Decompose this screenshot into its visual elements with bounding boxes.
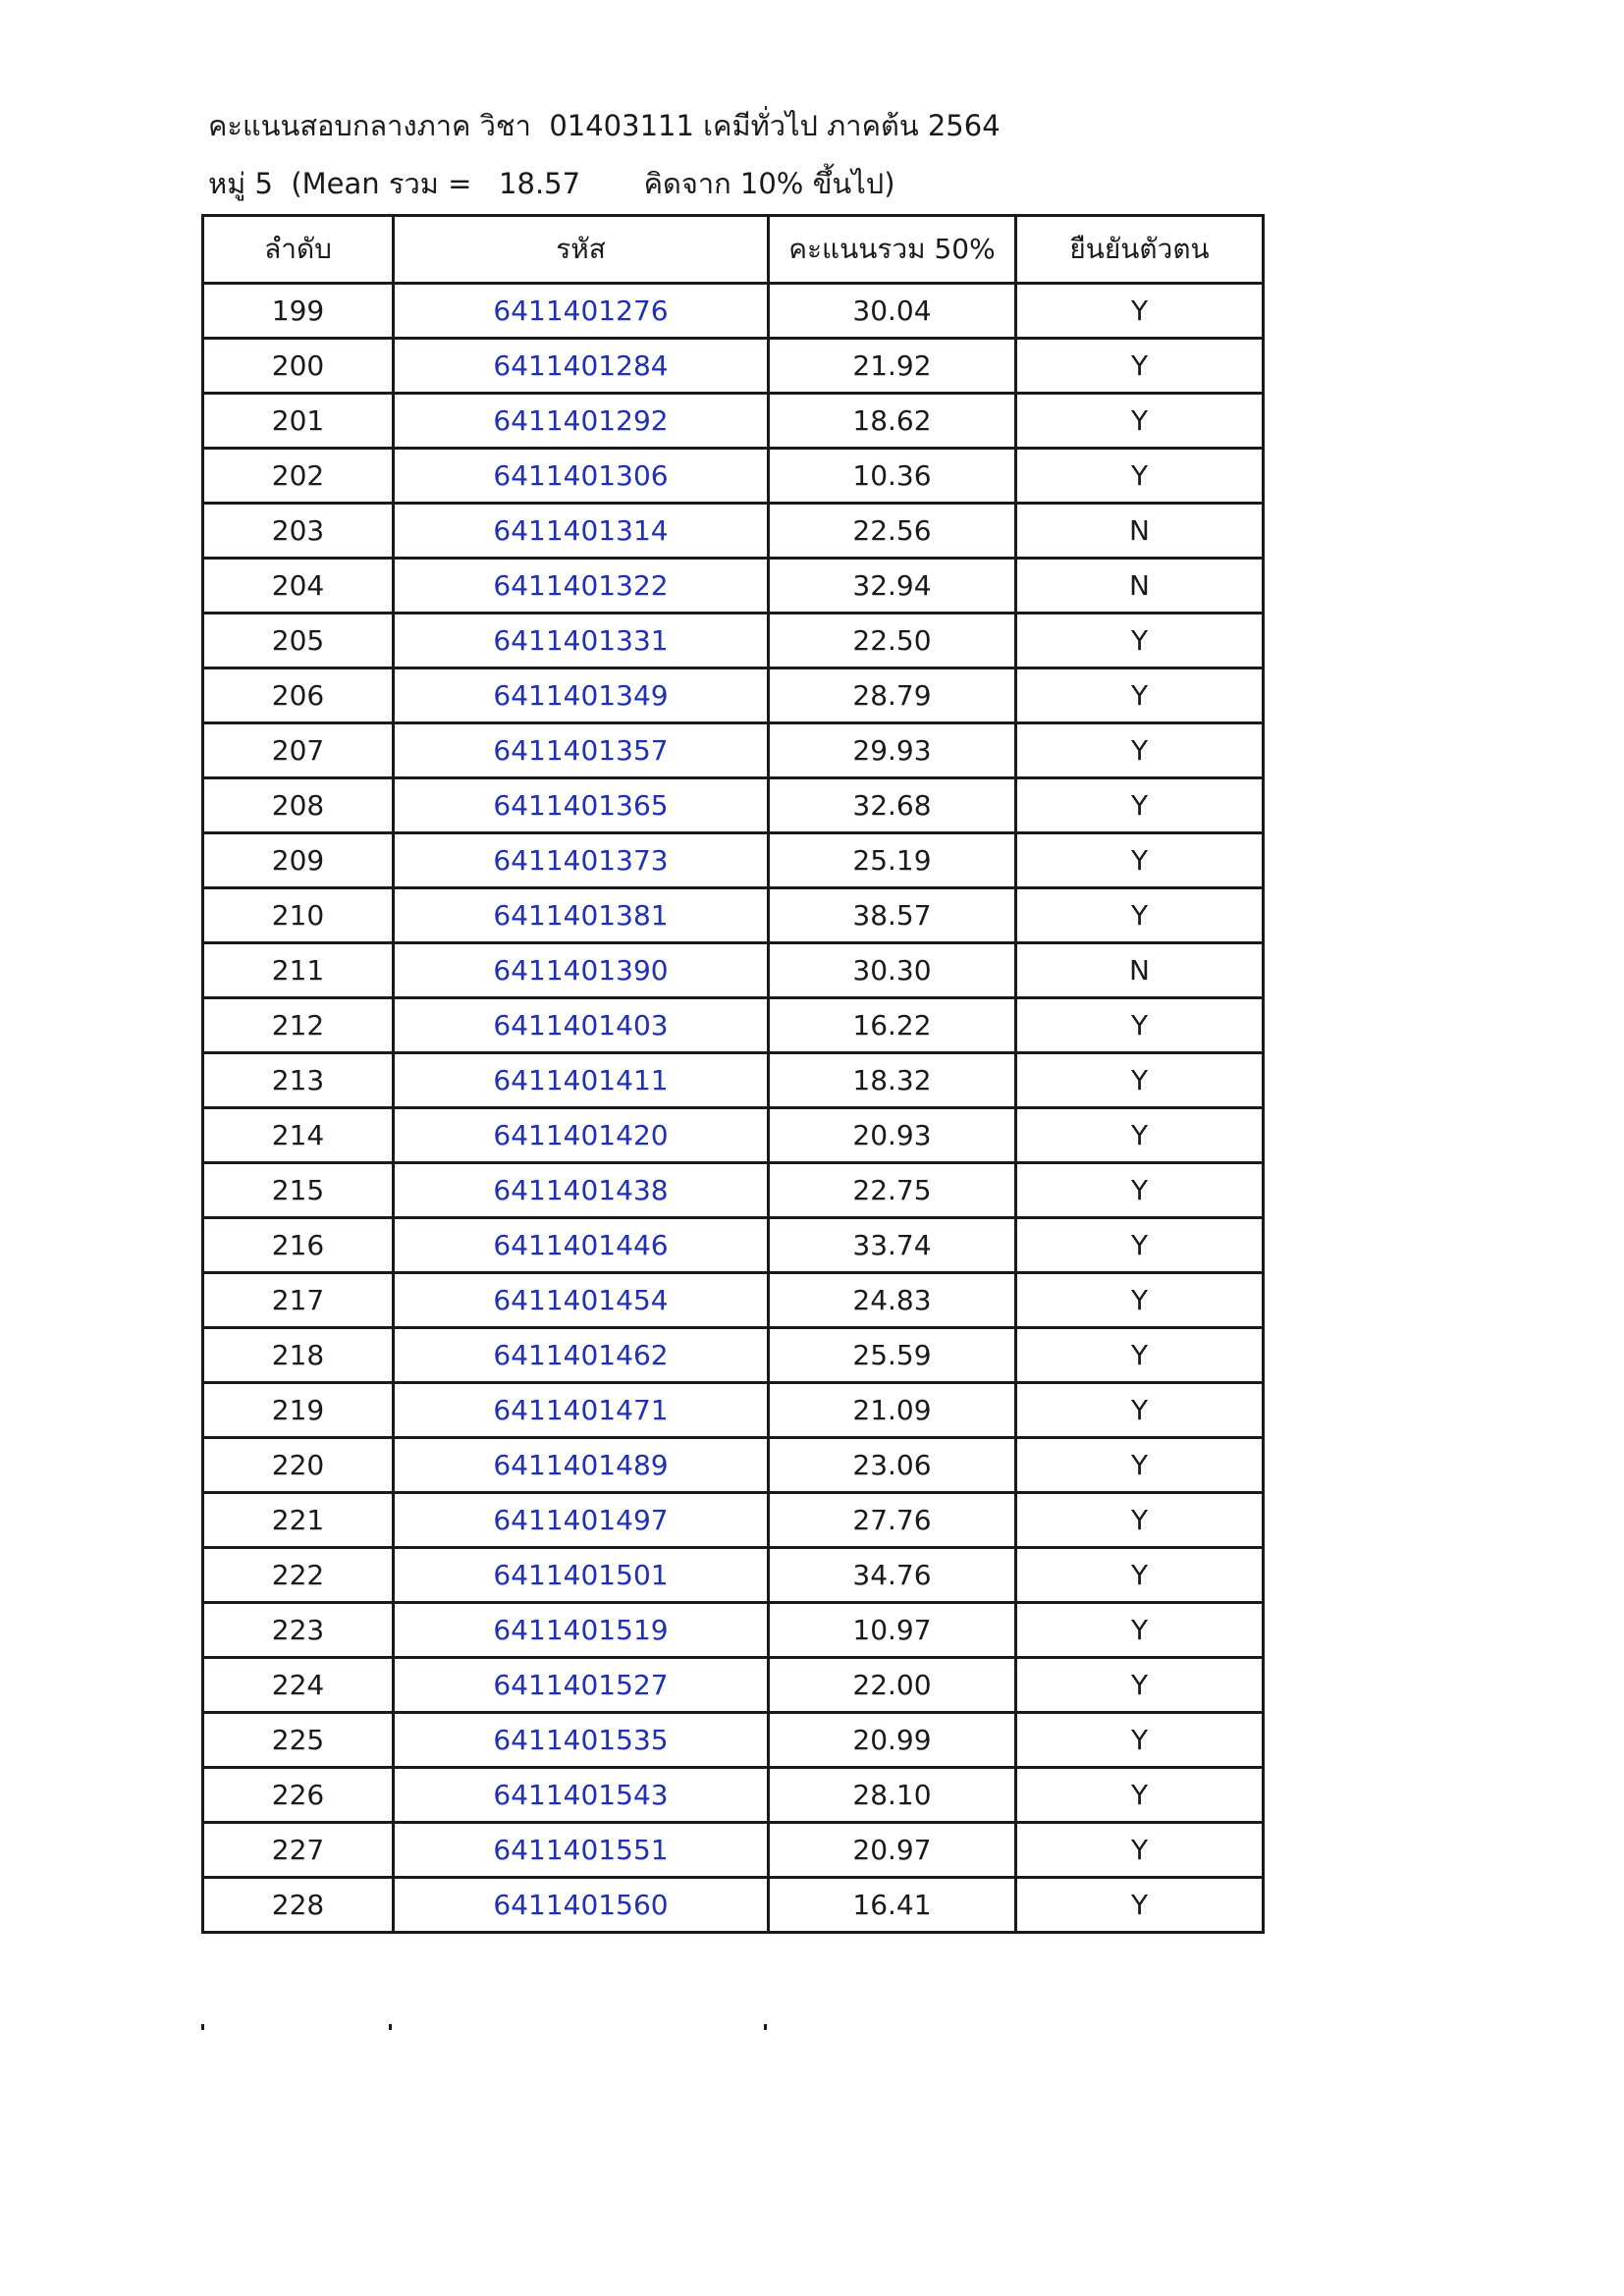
score-cell: 18.32 <box>769 1053 1016 1108</box>
identity-confirmed-cell: Y <box>1016 1658 1264 1713</box>
table-row <box>203 559 1264 614</box>
score-cell: 25.59 <box>769 1328 1016 1383</box>
order-cell: 226 <box>203 1768 394 1823</box>
identity-confirmed-cell: N <box>1016 559 1264 614</box>
column-header-student-id: รหัส <box>394 216 769 284</box>
score-cell: 16.22 <box>769 998 1016 1053</box>
score-cell: 21.92 <box>769 339 1016 394</box>
score-cell: 32.68 <box>769 778 1016 833</box>
identity-confirmed-cell: Y <box>1016 449 1264 504</box>
continuation-line <box>201 2024 204 2030</box>
table-row <box>203 614 1264 668</box>
score-cell: 30.04 <box>769 284 1016 339</box>
student-id-cell: 6411401357 <box>394 723 769 778</box>
student-id-cell: 6411401390 <box>394 943 769 998</box>
student-id-cell: 6411401381 <box>394 888 769 943</box>
student-id-cell: 6411401543 <box>394 1768 769 1823</box>
order-cell: 214 <box>203 1108 394 1163</box>
student-id-cell: 6411401373 <box>394 833 769 888</box>
order-cell: 216 <box>203 1218 394 1273</box>
table-row <box>203 1493 1264 1548</box>
score-cell: 22.56 <box>769 504 1016 559</box>
group-summary <box>208 167 895 200</box>
order-cell: 213 <box>203 1053 394 1108</box>
score-cell: 32.94 <box>769 559 1016 614</box>
table-row <box>203 1328 1264 1383</box>
table-row <box>203 449 1264 504</box>
score-cell: 24.83 <box>769 1273 1016 1328</box>
table-row <box>203 668 1264 723</box>
page-title: คะแนนสอบกลางภาค วิชา 01403111 เคมีทั่วไป ภาคต้น 2564 <box>208 109 1001 142</box>
identity-confirmed-cell: Y <box>1016 1053 1264 1108</box>
group-label: หมู่ 5 <box>208 167 273 200</box>
identity-confirmed-cell: Y <box>1016 833 1264 888</box>
student-id-cell: 6411401551 <box>394 1823 769 1878</box>
order-cell: 205 <box>203 614 394 668</box>
order-cell: 206 <box>203 668 394 723</box>
mean-label: (Mean รวม = <box>291 167 472 200</box>
student-id-cell: 6411401501 <box>394 1548 769 1603</box>
table-row <box>203 284 1264 339</box>
student-id-cell: 6411401314 <box>394 504 769 559</box>
identity-confirmed-cell: Y <box>1016 723 1264 778</box>
order-cell: 200 <box>203 339 394 394</box>
order-cell: 222 <box>203 1548 394 1603</box>
table-row <box>203 1108 1264 1163</box>
student-id-cell: 6411401462 <box>394 1328 769 1383</box>
student-id-cell: 6411401403 <box>394 998 769 1053</box>
identity-confirmed-cell: Y <box>1016 668 1264 723</box>
continuation-line <box>389 2024 392 2030</box>
table-row <box>203 1713 1264 1768</box>
order-cell: 212 <box>203 998 394 1053</box>
table-row <box>203 339 1264 394</box>
order-cell: 227 <box>203 1823 394 1878</box>
identity-confirmed-cell: Y <box>1016 394 1264 449</box>
identity-confirmed-cell: Y <box>1016 284 1264 339</box>
score-cell: 22.00 <box>769 1658 1016 1713</box>
identity-confirmed-cell: Y <box>1016 1713 1264 1768</box>
identity-confirmed-cell: N <box>1016 504 1264 559</box>
identity-confirmed-cell: Y <box>1016 1548 1264 1603</box>
continuation-line <box>764 2024 767 2030</box>
table-row <box>203 1548 1264 1603</box>
student-id-cell: 6411401365 <box>394 778 769 833</box>
table-row <box>203 1823 1264 1878</box>
column-header-total-score: คะแนนรวม 50% <box>769 216 1016 284</box>
table-row <box>203 943 1264 998</box>
table-body <box>203 284 1264 1933</box>
table-row <box>203 888 1264 943</box>
score-cell: 28.79 <box>769 668 1016 723</box>
order-cell: 208 <box>203 778 394 833</box>
identity-confirmed-cell: Y <box>1016 614 1264 668</box>
score-cell: 20.99 <box>769 1713 1016 1768</box>
order-cell: 201 <box>203 394 394 449</box>
order-cell: 223 <box>203 1603 394 1658</box>
score-cell: 38.57 <box>769 888 1016 943</box>
identity-confirmed-cell: Y <box>1016 998 1264 1053</box>
table-row <box>203 1658 1264 1713</box>
order-cell: 228 <box>203 1878 394 1933</box>
score-cell: 16.41 <box>769 1878 1016 1933</box>
identity-confirmed-cell: Y <box>1016 339 1264 394</box>
student-id-cell: 6411401420 <box>394 1108 769 1163</box>
student-id-cell: 6411401306 <box>394 449 769 504</box>
student-id-cell: 6411401454 <box>394 1273 769 1328</box>
table-row <box>203 723 1264 778</box>
student-id-cell: 6411401535 <box>394 1713 769 1768</box>
table-row <box>203 1878 1264 1933</box>
identity-confirmed-cell: Y <box>1016 1603 1264 1658</box>
score-cell: 10.36 <box>769 449 1016 504</box>
student-id-cell: 6411401438 <box>394 1163 769 1218</box>
table-row <box>203 1053 1264 1108</box>
table-row <box>203 1603 1264 1658</box>
threshold-note: คิดจาก 10% ขึ้นไป) <box>643 167 895 200</box>
score-cell: 34.76 <box>769 1548 1016 1603</box>
mean-value: 18.57 <box>499 167 581 200</box>
student-id-cell: 6411401411 <box>394 1053 769 1108</box>
order-cell: 199 <box>203 284 394 339</box>
identity-confirmed-cell: Y <box>1016 1328 1264 1383</box>
order-cell: 220 <box>203 1438 394 1493</box>
score-table <box>201 214 1265 1934</box>
table-row <box>203 1768 1264 1823</box>
score-cell: 20.97 <box>769 1823 1016 1878</box>
score-cell: 20.93 <box>769 1108 1016 1163</box>
order-cell: 202 <box>203 449 394 504</box>
order-cell: 211 <box>203 943 394 998</box>
order-cell: 221 <box>203 1493 394 1548</box>
table-row <box>203 1218 1264 1273</box>
order-cell: 219 <box>203 1383 394 1438</box>
table-row <box>203 1383 1264 1438</box>
order-cell: 203 <box>203 504 394 559</box>
student-id-cell: 6411401489 <box>394 1438 769 1493</box>
table-header-row <box>203 216 1264 284</box>
order-cell: 217 <box>203 1273 394 1328</box>
student-id-cell: 6411401446 <box>394 1218 769 1273</box>
identity-confirmed-cell: Y <box>1016 1493 1264 1548</box>
score-cell: 29.93 <box>769 723 1016 778</box>
order-cell: 209 <box>203 833 394 888</box>
column-header-order: ลำดับ <box>203 216 394 284</box>
table-row <box>203 778 1264 833</box>
score-cell: 21.09 <box>769 1383 1016 1438</box>
student-id-cell: 6411401527 <box>394 1658 769 1713</box>
score-cell: 22.50 <box>769 614 1016 668</box>
identity-confirmed-cell: Y <box>1016 1823 1264 1878</box>
score-cell: 10.97 <box>769 1603 1016 1658</box>
table-row <box>203 833 1264 888</box>
column-header-identity-confirmed: ยืนยันตัวตน <box>1016 216 1264 284</box>
table-row <box>203 1273 1264 1328</box>
student-id-cell: 6411401560 <box>394 1878 769 1933</box>
order-cell: 204 <box>203 559 394 614</box>
score-cell: 22.75 <box>769 1163 1016 1218</box>
score-cell: 33.74 <box>769 1218 1016 1273</box>
identity-confirmed-cell: Y <box>1016 1768 1264 1823</box>
student-id-cell: 6411401519 <box>394 1603 769 1658</box>
order-cell: 224 <box>203 1658 394 1713</box>
order-cell: 215 <box>203 1163 394 1218</box>
table-row <box>203 1438 1264 1493</box>
score-cell: 27.76 <box>769 1493 1016 1548</box>
table-continuation-lines <box>0 2024 1624 2030</box>
score-cell: 25.19 <box>769 833 1016 888</box>
identity-confirmed-cell: Y <box>1016 1163 1264 1218</box>
table-row <box>203 504 1264 559</box>
score-cell: 28.10 <box>769 1768 1016 1823</box>
identity-confirmed-cell: Y <box>1016 1878 1264 1933</box>
identity-confirmed-cell: Y <box>1016 1273 1264 1328</box>
order-cell: 225 <box>203 1713 394 1768</box>
identity-confirmed-cell: Y <box>1016 1108 1264 1163</box>
identity-confirmed-cell: Y <box>1016 1218 1264 1273</box>
identity-confirmed-cell: N <box>1016 943 1264 998</box>
order-cell: 207 <box>203 723 394 778</box>
order-cell: 210 <box>203 888 394 943</box>
student-id-cell: 6411401276 <box>394 284 769 339</box>
identity-confirmed-cell: Y <box>1016 888 1264 943</box>
student-id-cell: 6411401349 <box>394 668 769 723</box>
table-row <box>203 998 1264 1053</box>
table-row <box>203 1163 1264 1218</box>
table-row <box>203 394 1264 449</box>
score-cell: 18.62 <box>769 394 1016 449</box>
student-id-cell: 6411401292 <box>394 394 769 449</box>
student-id-cell: 6411401497 <box>394 1493 769 1548</box>
score-cell: 30.30 <box>769 943 1016 998</box>
identity-confirmed-cell: Y <box>1016 1438 1264 1493</box>
student-id-cell: 6411401331 <box>394 614 769 668</box>
student-id-cell: 6411401322 <box>394 559 769 614</box>
identity-confirmed-cell: Y <box>1016 778 1264 833</box>
student-id-cell: 6411401284 <box>394 339 769 394</box>
score-cell: 23.06 <box>769 1438 1016 1493</box>
order-cell: 218 <box>203 1328 394 1383</box>
identity-confirmed-cell: Y <box>1016 1383 1264 1438</box>
student-id-cell: 6411401471 <box>394 1383 769 1438</box>
